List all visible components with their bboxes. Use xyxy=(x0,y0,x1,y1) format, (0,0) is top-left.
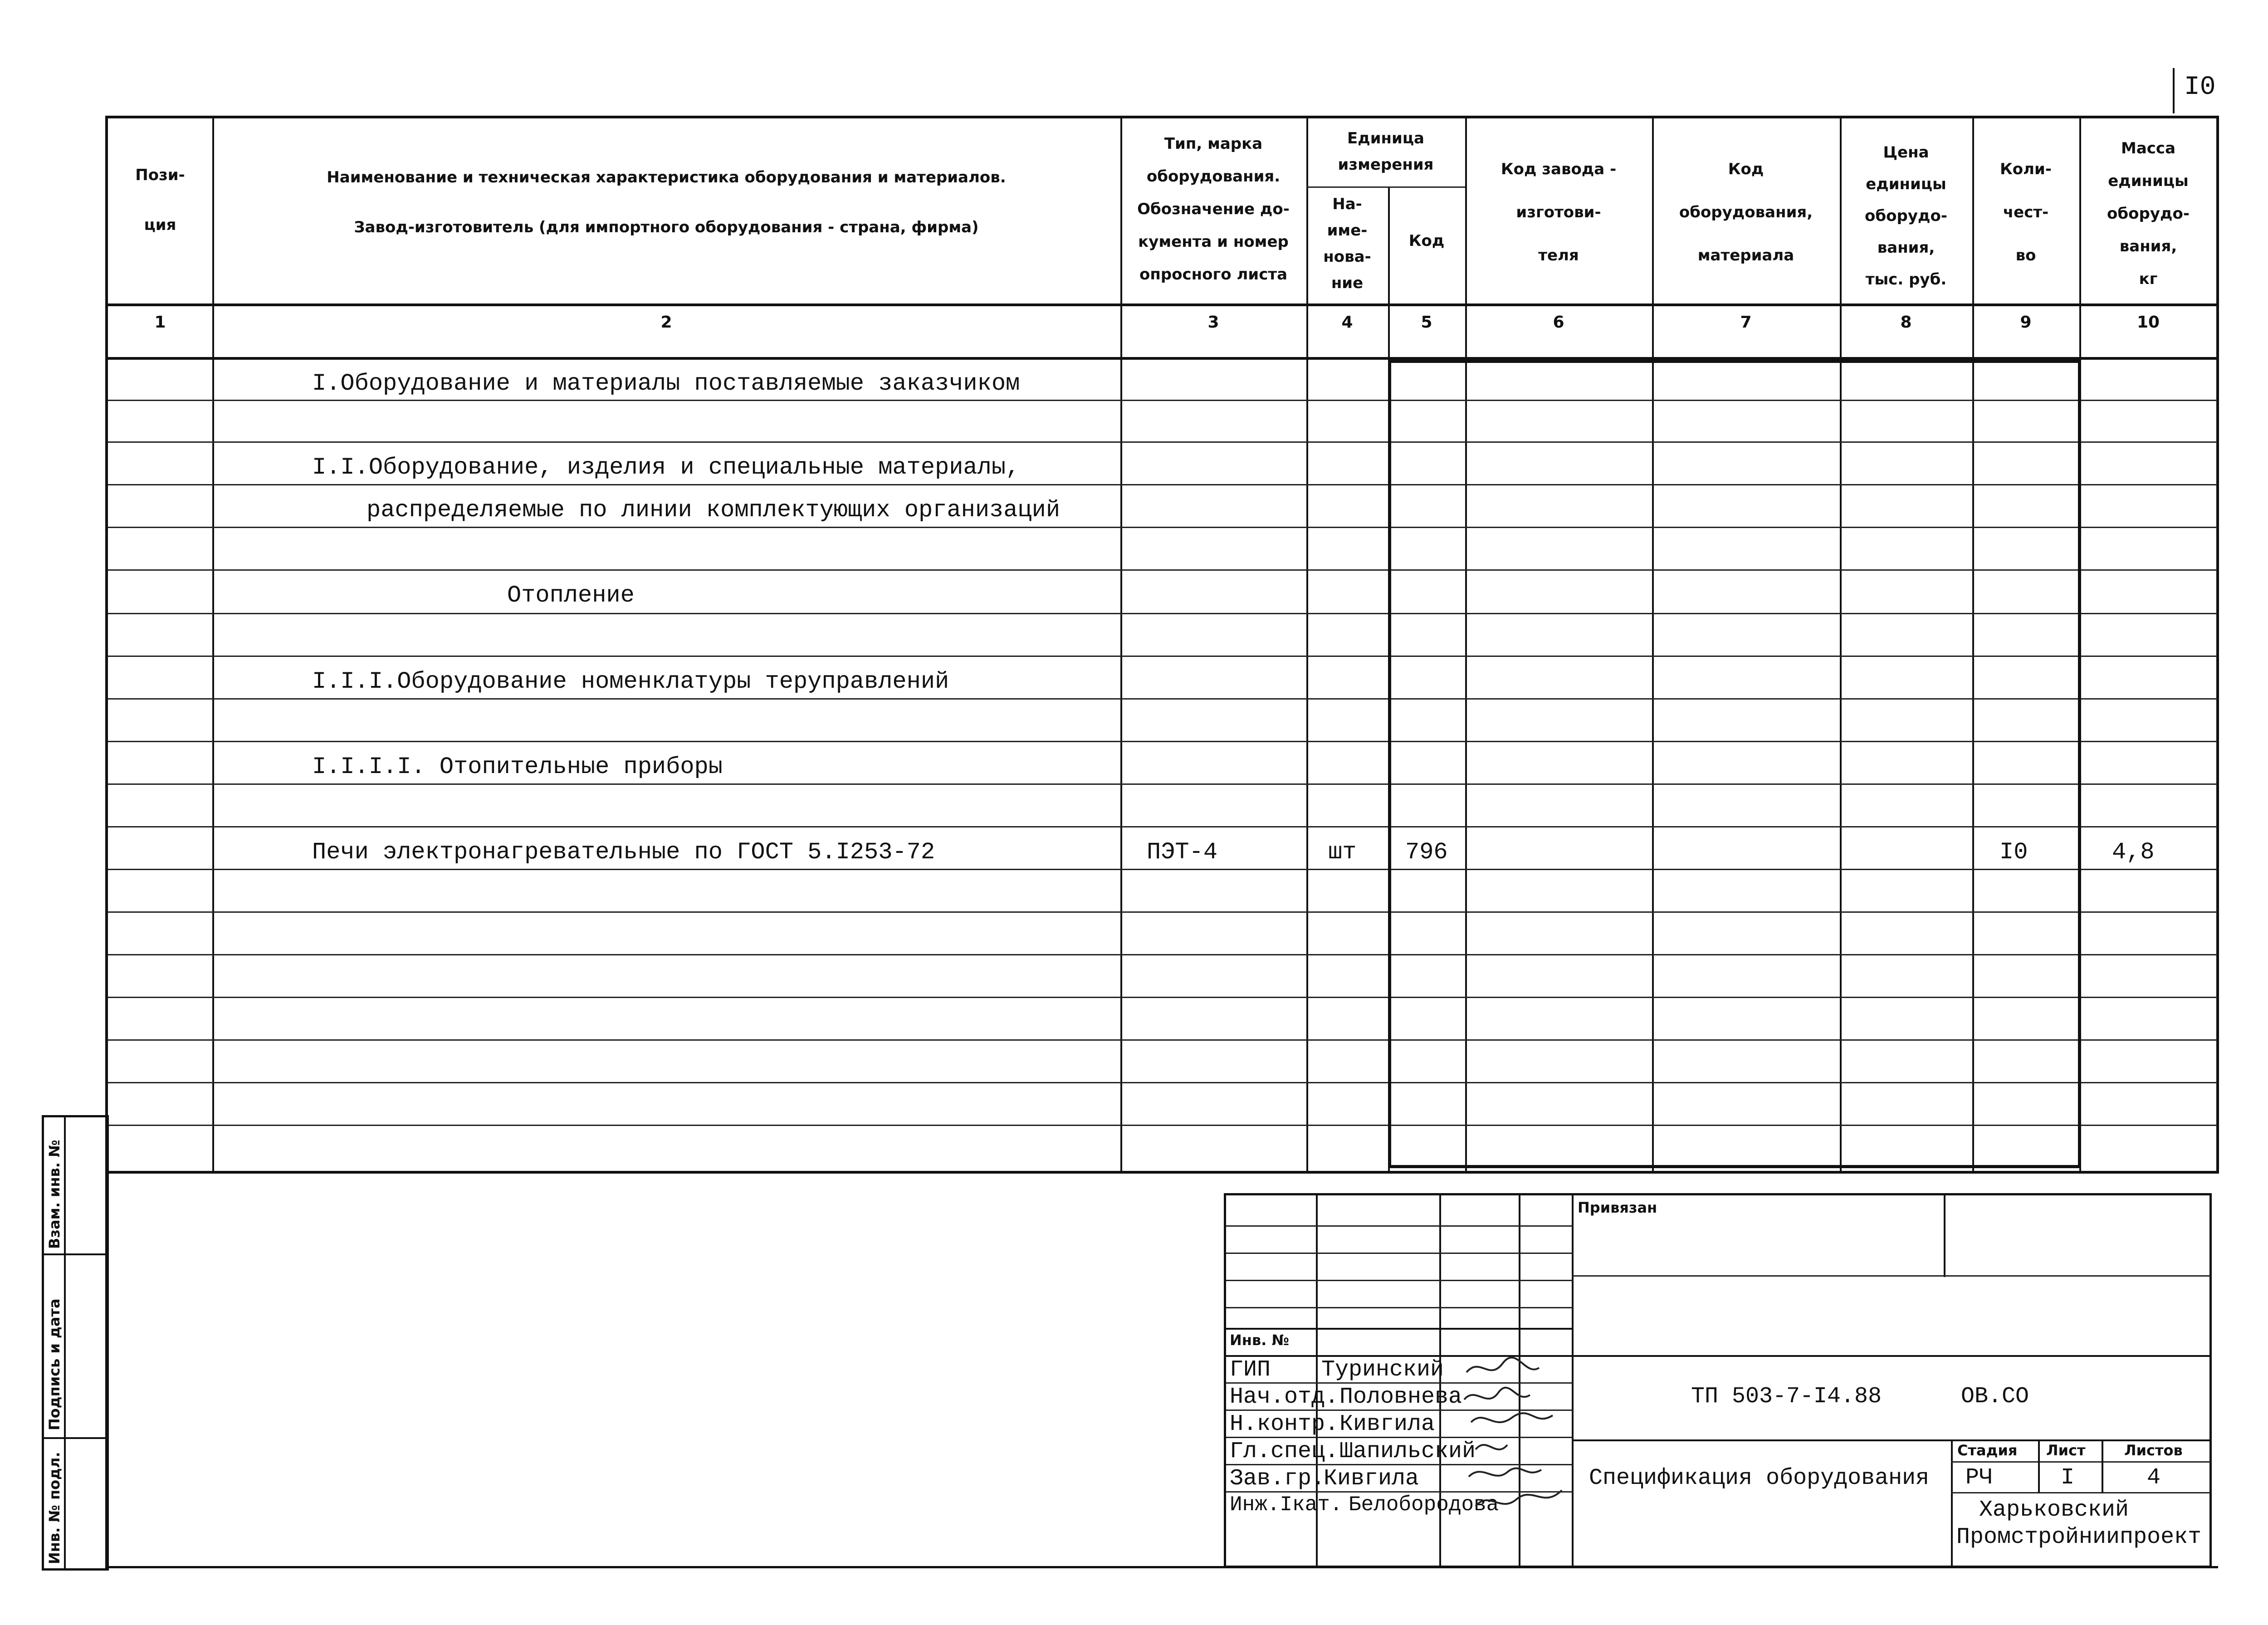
item-type: ПЭТ-4 xyxy=(1147,839,1218,866)
doc-code: ТП 503-7-I4.88 xyxy=(1691,1384,1882,1410)
column-number: 8 xyxy=(1900,313,1912,332)
section-heading: I.Оборудование и материалы поставляемые заказчиком xyxy=(312,370,1020,397)
subsection-heading-cont: распределяемые по линии комплектующих организаций xyxy=(367,497,1061,524)
frame-left xyxy=(105,1170,108,1569)
tb-row xyxy=(1226,1225,1573,1227)
specification-table xyxy=(105,116,2219,1174)
signatures-image xyxy=(1462,1354,1580,1517)
tb-col xyxy=(2038,1439,2040,1493)
discipline-heading: Отопление xyxy=(507,582,635,609)
header-name-line1: Наименование и техническая характеристика оборудования и материалов. xyxy=(327,168,1006,186)
column-number: 4 xyxy=(1341,313,1353,332)
item-unit: шт xyxy=(1328,839,1357,866)
column-number: 6 xyxy=(1553,313,1564,332)
subsection-heading: I.I.I.Оборудование номенклатуры теруправлений xyxy=(312,668,949,695)
page-number-divider xyxy=(2173,68,2175,113)
column-number: 10 xyxy=(2136,313,2160,332)
tb-row xyxy=(1572,1439,2210,1441)
tb-col xyxy=(1944,1195,1945,1277)
header-price: Цена единицы оборудо- вания, тыс. руб. xyxy=(1865,143,1947,289)
vzam-inv-label: Взам. инв. № xyxy=(46,1140,63,1249)
role-nach-otd: Нач.отд. xyxy=(1230,1384,1339,1410)
role-zav-gr: Зав.гр. xyxy=(1230,1466,1325,1492)
name-gl-spec: Шапильский xyxy=(1339,1439,1476,1464)
role-gl-spec: Гл.спец. xyxy=(1230,1439,1339,1464)
header-maker-code: Код завода - изготови- теля xyxy=(1501,160,1617,264)
item-unit-code: 796 xyxy=(1405,839,1448,866)
header-type: Тип, марка оборудования. Обозначение до- кумента и номер опросного листа xyxy=(1137,135,1290,284)
tb-col xyxy=(2102,1439,2103,1493)
stage-label: Стадия xyxy=(1957,1442,2018,1459)
tb-row xyxy=(1226,1253,1573,1254)
side-strip-rule xyxy=(44,1253,108,1255)
title-block xyxy=(1224,1193,2212,1568)
doc-title: Спецификация оборудования xyxy=(1589,1465,1930,1491)
column-number: 1 xyxy=(154,313,166,332)
inv-no-label: Инв. № xyxy=(1230,1331,1289,1349)
name-nach-otd: Половнева xyxy=(1339,1384,1462,1410)
name-inzh: Белобородова xyxy=(1349,1493,1499,1517)
header-unit-code: Код xyxy=(1408,232,1445,250)
sheets-label: Листов xyxy=(2124,1442,2183,1459)
name-gip: Туринский xyxy=(1321,1357,1444,1383)
column-number: 9 xyxy=(2020,313,2032,332)
role-gip: ГИП xyxy=(1230,1357,1271,1383)
tb-row xyxy=(1572,1275,2210,1277)
sheets-value: 4 xyxy=(2147,1465,2161,1491)
item-quantity: I0 xyxy=(1999,839,2028,866)
header-unit-group: Единица измерения xyxy=(1338,129,1434,174)
subsection-heading: I.I.I.I. Отопительные приборы xyxy=(312,754,723,780)
header-position: Пози- ция xyxy=(135,166,185,234)
header-equipment-code: Код оборудования, материала xyxy=(1679,160,1813,264)
tb-row xyxy=(1226,1280,1573,1281)
side-strip-divider xyxy=(64,1117,66,1569)
tb-col xyxy=(1951,1439,1953,1566)
subsection-heading: I.I.Оборудование, изделия и специальные материалы, xyxy=(312,454,1020,481)
podpis-label: Подпись и дата xyxy=(46,1298,63,1430)
header-mass: Масса единицы оборудо- вания, кг xyxy=(2107,139,2190,288)
sheet-label: Лист xyxy=(2046,1442,2086,1459)
side-strip-rule xyxy=(44,1437,108,1439)
highlight-frame xyxy=(1388,360,2081,1168)
header-unit-name: На- име- нова- ние xyxy=(1323,195,1371,292)
org-name-line2: Промстройниипроект xyxy=(1956,1524,2202,1550)
page-number: I0 xyxy=(2184,73,2216,102)
stage-value: РЧ xyxy=(1965,1465,1993,1491)
header-name-line2: Завод-изготовитель (для импортного оборудования - страна, фирма) xyxy=(354,218,979,236)
item-mass: 4,8 xyxy=(2112,839,2155,866)
header-bottom-rule xyxy=(108,303,2217,306)
name-zav-gr: Кивгила xyxy=(1324,1466,1419,1492)
header-quantity: Коли- чест- во xyxy=(2000,160,2052,264)
side-approval-strip xyxy=(42,1115,109,1571)
name-n-kontr: Кивгила xyxy=(1339,1411,1435,1437)
tb-row xyxy=(1226,1307,1573,1308)
org-name-line1: Харьковский xyxy=(1979,1497,2129,1523)
tb-row xyxy=(1951,1492,2210,1493)
column-number: 2 xyxy=(660,313,672,332)
column-number: 5 xyxy=(1421,313,1432,332)
unit-group-divider xyxy=(1306,186,1465,188)
item-name: Печи электронагревательные по ГОСТ 5.I253-72 xyxy=(312,839,935,866)
doc-mark: ОВ.СО xyxy=(1961,1384,2029,1410)
column-number: 7 xyxy=(1740,313,1752,332)
role-n-kontr: Н.контр. xyxy=(1230,1411,1339,1437)
inv-podl-label: Инв. № подл. xyxy=(46,1452,63,1564)
privyazan-label: Привязан xyxy=(1578,1199,1657,1216)
role-inzh: Инж.Iкат. xyxy=(1230,1493,1343,1517)
tb-row xyxy=(1951,1461,2210,1463)
tb-row xyxy=(1226,1328,1573,1330)
column-number: 3 xyxy=(1207,313,1219,332)
col-divider-1 xyxy=(212,118,214,1172)
sheet-value: I xyxy=(2061,1465,2075,1491)
